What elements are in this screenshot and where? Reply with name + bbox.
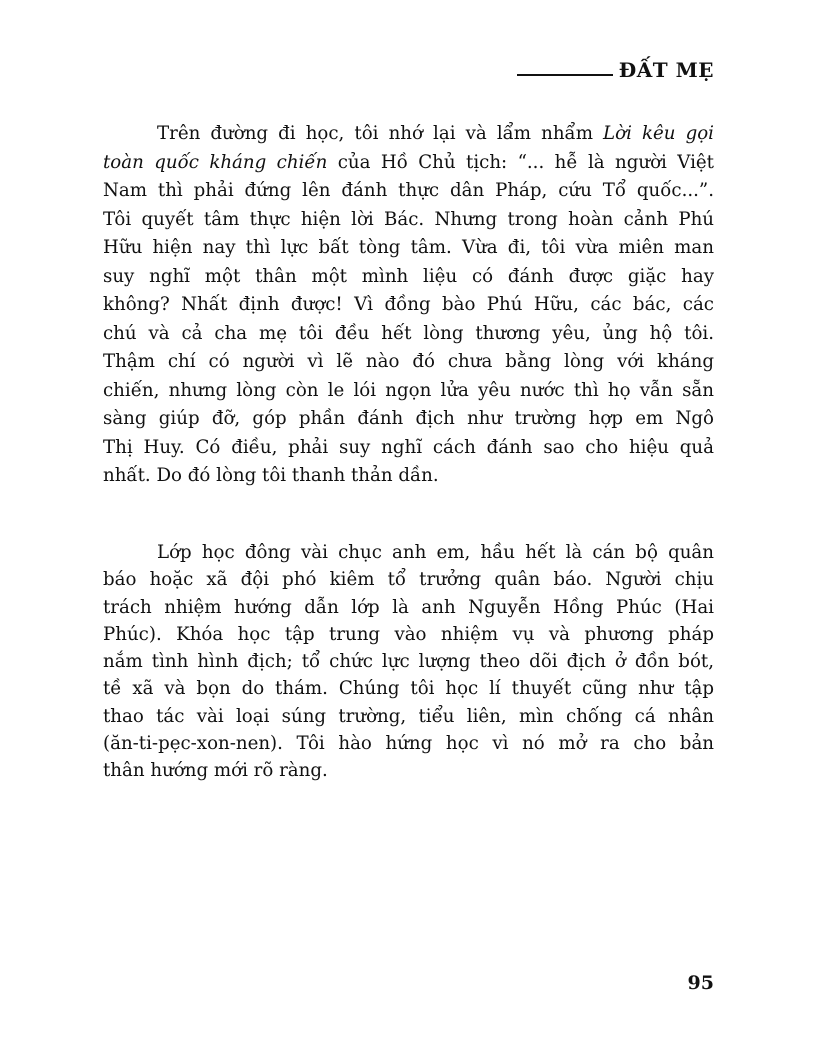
text-line [103, 320, 714, 349]
text-segment: Trên đường đi học, tôi nhớ lại và lẩm nhẩm [157, 123, 604, 144]
text-segment: Hữu hiện nay thì lực bất tòng tâm. Vừa đi, tôi vừa miên man [103, 237, 714, 258]
text-line: (ăn-ti-pẹc-xon-nen). Tôi hào hứng học vì nó mở ra cho bản [103, 733, 714, 755]
italic-title-text: toàn quốc kháng chiến [103, 151, 328, 173]
text-line [103, 434, 714, 463]
text-line: nắm tình hình địch; tổ chức lực lượng theo dõi địch ở đồn bót, [103, 651, 714, 673]
text-line [103, 291, 714, 320]
paragraph-1 [103, 120, 714, 491]
running-header [517, 58, 714, 82]
text-line [103, 234, 714, 263]
paragraph-2 [103, 539, 714, 785]
text-segment: không? Nhất định được! Vì đồng bào Phú Hữu, các bác, các [103, 294, 714, 315]
text-line [103, 377, 714, 406]
text-segment: Tôi quyết tâm thực hiện lời Bác. Nhưng trong hoàn cảnh Phú [103, 208, 714, 230]
text-segment: chú và cả cha mẹ tôi đều hết lòng thương yêu, ủng hộ tôi. [103, 322, 714, 344]
text-segment: của Hồ Chủ tịch: “... hễ là người Việt [327, 151, 714, 173]
text-segment: Thị Huy. Có điều, phải suy nghĩ cách đánh sao cho hiệu quả [103, 436, 714, 458]
text-line: trách nhiệm hướng dẫn lớp là anh Nguyễn Hồng Phúc (Hai [103, 596, 714, 618]
text-line [103, 263, 714, 292]
text-line [103, 206, 714, 235]
chapter-title: ĐẤT MẸ [618, 58, 714, 82]
page-number: 95 [687, 972, 714, 994]
text-segment: Thậm chí có người vì lẽ nào đó chưa bằng lòng với kháng [103, 351, 714, 372]
header-rule [517, 74, 613, 76]
text-line: Phúc). Khóa học tập trung vào nhiệm vụ và phương pháp [103, 623, 714, 645]
text-segment: Nam thì phải đứng lên đánh thực dân Pháp, cứu Tổ quốc...”. [103, 180, 714, 201]
text-line: Lớp học đông vài chục anh em, hầu hết là cán bộ quân [157, 542, 714, 563]
text-segment: nhất. Do đó lòng tôi thanh thản dần. [103, 465, 439, 486]
text-line [103, 177, 714, 206]
text-line [103, 120, 714, 149]
text-line: tề xã và bọn do thám. Chúng tôi học lí thuyết cũng như tập [103, 678, 714, 700]
text-segment: chiến, nhưng lòng còn le lói ngọn lửa yêu nước thì họ vẫn sẵn [103, 379, 714, 401]
text-line: thao tác vài loại súng trường, tiểu liên, mìn chống cá nhân [103, 705, 714, 727]
text-line [103, 462, 714, 491]
text-segment: sàng giúp đỡ, góp phần đánh địch như trường hợp em Ngô [103, 408, 714, 429]
text-line [103, 348, 714, 377]
text-line: báo hoặc xã đội phó kiêm tổ trưởng quân báo. Người chịu [103, 569, 714, 591]
text-line [103, 149, 714, 178]
text-line [103, 405, 714, 434]
italic-title-text: Lời kêu gọi [603, 123, 714, 144]
text-segment: suy nghĩ một thân một mình liệu có đánh được giặc hay [103, 265, 714, 287]
text-line: thân hướng mới rõ ràng. [103, 760, 328, 782]
